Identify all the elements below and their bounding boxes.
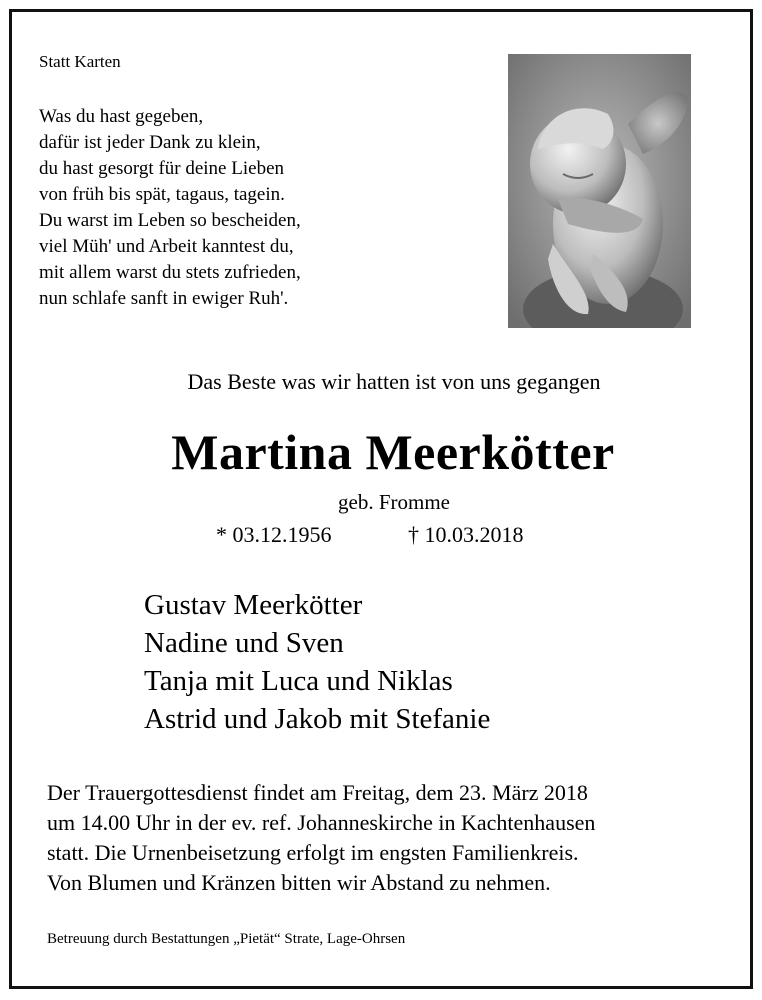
maiden-name: geb. Fromme xyxy=(338,490,450,514)
poem-line: Du warst im Leben so bescheiden, xyxy=(39,210,301,231)
mourner-entry: Gustav Meerkötter xyxy=(144,589,363,621)
sleeping-cherub-photo xyxy=(508,54,691,328)
obituary-notice xyxy=(9,9,753,989)
poem-line: mit allem warst du stets zufrieden, xyxy=(39,262,301,283)
service-line: Von Blumen und Kränzen bitten wir Abstand zu nehmen. xyxy=(47,870,551,895)
poem-line: dafür ist jeder Dank zu klein, xyxy=(39,132,261,153)
poem-line: viel Müh' und Arbeit kanntest du, xyxy=(39,236,294,257)
poem xyxy=(39,104,301,312)
intro-line: Das Beste was wir hatten ist von uns gegangen xyxy=(187,369,601,394)
death-date: † 10.03.2018 xyxy=(408,522,524,547)
deceased-name: Martina Meerkötter xyxy=(171,424,615,480)
poem-line: du hast gesorgt für deine Lieben xyxy=(39,158,284,179)
service-details xyxy=(47,778,595,898)
birth-date: * 03.12.1956 xyxy=(216,522,332,547)
poem-line: Was du hast gegeben, xyxy=(39,106,204,127)
mourner-entry: Astrid und Jakob mit Stefanie xyxy=(144,703,491,735)
service-line: Der Trauergottesdienst findet am Freitag, dem 23. März 2018 xyxy=(47,780,588,805)
service-line: statt. Die Urnenbeisetzung erfolgt im engsten Familienkreis. xyxy=(47,840,579,865)
poem-line: von früh bis spät, tagaus, tagein. xyxy=(39,184,285,205)
service-line: um 14.00 Uhr in der ev. ref. Johanneskirche in Kachtenhausen xyxy=(47,810,596,835)
funeral-home-credit: Betreuung durch Bestattungen „Pietät“ Strate, Lage-Ohrsen xyxy=(47,931,406,947)
poem-line: nun schlafe sanft in ewiger Ruh'. xyxy=(39,288,289,309)
notice-heading: Statt Karten xyxy=(39,52,121,71)
mourner-entry: Tanja mit Luca und Niklas xyxy=(144,665,453,697)
mourners-list xyxy=(144,586,490,738)
mourner-entry: Nadine und Sven xyxy=(144,627,344,659)
